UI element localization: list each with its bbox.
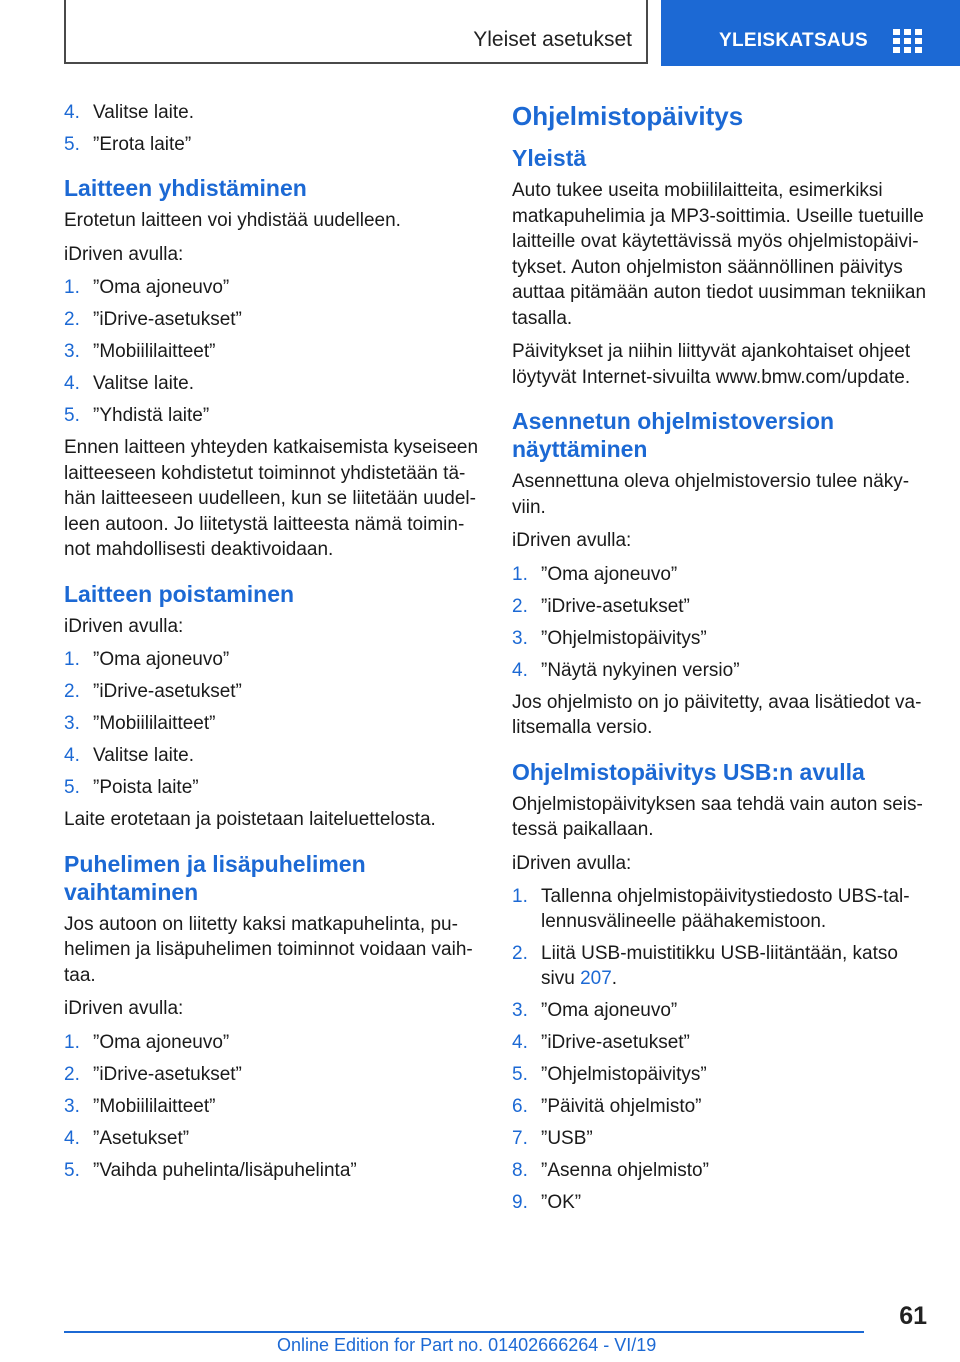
left-column	[64, 100, 482, 1190]
list-item: 3. ”Oma ajoneuvo”	[512, 1000, 678, 1021]
list-item: 4. ”iDrive-asetukset”	[512, 1032, 690, 1053]
list-item: 5. ”Vaihda puhelinta/lisäpuhelinta”	[64, 1159, 357, 1181]
list-item: 5. ”Poista laite”	[64, 777, 199, 798]
list-item: 2. ”iDrive-asetukset”	[64, 1063, 242, 1085]
list-item: 3. ”Mobiililaitteet”	[64, 1095, 216, 1117]
phones-intro: Jos autoon on liitetty kaksi matkapuhelinta, puhelimen ja lisäpuhelimen toiminnot voidaan vaihtaa.	[64, 913, 473, 986]
top-steps-list	[64, 100, 482, 157]
list-item: 9. ”OK”	[512, 1192, 582, 1213]
list-item: 2. Liitä USB-muistitikku USB-liitäntään, katso sivu 207.	[512, 943, 898, 989]
list-item: 5. ”Ohjelmistopäivitys”	[512, 1064, 707, 1085]
remove-steps-list	[64, 647, 482, 800]
overview-tab-label: YLEISKATSAUS	[719, 30, 868, 51]
footer-divider	[64, 1331, 864, 1333]
list-item: 2. ”iDrive-asetukset”	[512, 595, 690, 617]
section-title: Yleiset asetukset	[473, 28, 632, 51]
list-item: 1. ”Oma ajoneuvo”	[64, 1031, 230, 1053]
page-link[interactable]: 207	[580, 968, 612, 989]
general-paragraph-2: Päivitykset ja niihin liittyvät ajankohtaiset ohjeet löytyvät Internet-sivuilta www.bmw.com/update.	[512, 341, 911, 388]
version-note: Jos ohjelmisto on jo päivitetty, avaa lisätiedot valitsemalla versio.	[512, 691, 922, 738]
phones-steps-list	[64, 1030, 482, 1183]
section-heading-version: Asennetun ohjelmistoversion näyttäminen	[512, 408, 835, 462]
page-header	[0, 0, 960, 66]
list-item: 2. ”iDrive-asetukset”	[64, 309, 242, 330]
list-item: 5. ”Yhdistä laite”	[64, 405, 210, 426]
list-item: 3. ”Mobiililaitteet”	[64, 341, 216, 362]
list-item: 8. ”Asenna ohjelmisto”	[512, 1160, 709, 1181]
list-item: 7. ”USB”	[512, 1128, 593, 1149]
list-item: 1. ”Oma ajoneuvo”	[64, 277, 230, 298]
remove-idrive: iDriven avulla:	[64, 615, 184, 637]
list-item: 4. Valitse laite.	[64, 745, 195, 766]
grid-icon	[893, 29, 923, 53]
list-item: 1. ”Oma ajoneuvo”	[512, 563, 678, 585]
section-heading-general: Yleistä	[512, 145, 587, 171]
overview-tab[interactable]	[661, 0, 960, 66]
version-idrive: iDriven avulla:	[512, 530, 632, 551]
list-item: 4. ”Asetukset”	[64, 1127, 190, 1149]
section-heading-usb: Ohjelmistopäivitys USB:n avulla	[512, 758, 865, 785]
general-paragraph-1: Auto tukee useita mobiililaitteita, esimerkiksi matkapuhelimia ja MP3-soittimia. Useille tuetuille laitteille ovat käytettävissä myös ohjelmistopäivitykset. Auton ohjelmiston säännöllinen päivitys auttaa pitämään auton tiedot uusimman tekniikan tasalla.	[512, 180, 927, 329]
list-item: 1. Tallenna ohjelmistopäivitystiedosto UBS-tallennusvälineelle päähakemistoon.	[512, 886, 910, 932]
usb-steps-list	[512, 884, 932, 1215]
connect-note: Ennen laitteen yhteyden katkaisemista kyseiseen laitteeseen kohdistetut toiminnot yhdistetään tähän laitteeseen uudelleen, kun se liitetään uudelleen autoon. Jo liitetystä laitteesta nämä toiminnot mahdollisesti deaktivoidaan.	[64, 437, 479, 560]
list-item: 1. ”Oma ajoneuvo”	[64, 649, 230, 670]
section-heading-phones: Puhelimen ja lisäpuhelimen vaihtaminen	[64, 850, 366, 905]
chapter-title: Ohjelmistopäivitys	[512, 101, 744, 131]
list-item: 4. ”Näytä nykyinen versio”	[512, 659, 740, 681]
usb-idrive: iDriven avulla:	[512, 852, 632, 874]
list-item: 3. ”Ohjelmistopäivitys”	[512, 627, 707, 649]
connect-steps-list	[64, 275, 482, 428]
usb-intro: Ohjelmistopäivityksen saa tehdä vain auton seistessä paikallaan.	[512, 793, 923, 840]
connect-intro: Erotetun laitteen voi yhdistää uudelleen.	[64, 210, 401, 231]
footer-edition: Online Edition for Part no. 01402666264 - VI/19	[277, 1335, 657, 1355]
right-column	[512, 100, 932, 1222]
phones-idrive: iDriven avulla:	[64, 998, 184, 1019]
section-header-box	[64, 0, 648, 64]
remove-note: Laite erotetaan ja poistetaan laiteluettelosta.	[64, 809, 436, 830]
list-item: 2. ”iDrive-asetukset”	[64, 681, 242, 702]
section-heading-connect: Laitteen yhdistäminen	[64, 175, 307, 201]
list-item: 3. ”Mobiililaitteet”	[64, 713, 216, 734]
list-item: 4. Valitse laite.	[64, 102, 195, 123]
list-item: 5. ”Erota laite”	[64, 134, 192, 155]
connect-idrive: iDriven avulla:	[64, 243, 184, 265]
section-heading-remove: Laitteen poistaminen	[64, 580, 295, 607]
list-item: 4. Valitse laite.	[64, 373, 195, 394]
version-intro: Asennettuna oleva ohjelmistoversio tulee näkyviin.	[512, 471, 910, 518]
page-number: 61	[899, 1302, 927, 1330]
version-steps-list	[512, 562, 932, 683]
list-item: 6. ”Päivitä ohjelmisto”	[512, 1096, 702, 1117]
